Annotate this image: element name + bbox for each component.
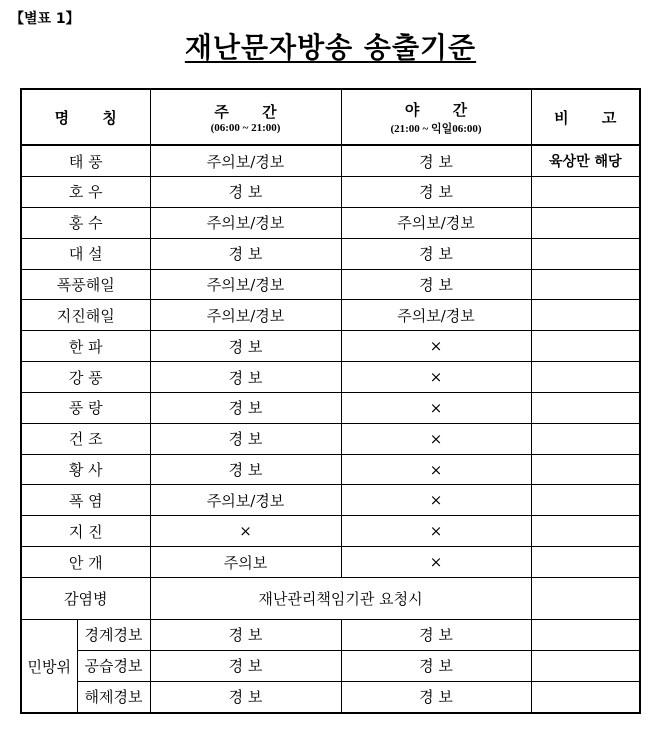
note-cell	[531, 300, 640, 331]
night-criteria: 주의보/경보	[341, 300, 531, 331]
table-row	[21, 300, 640, 331]
night-criteria: ×	[341, 423, 531, 454]
epidemic-name: 감염병	[21, 578, 150, 620]
day-criteria: 경 보	[150, 362, 341, 393]
hazard-name: 폭풍해일	[21, 269, 150, 300]
day-criteria: 주의보/경보	[150, 269, 341, 300]
night-criteria: 경 보	[341, 177, 531, 208]
hazard-name: 홍 수	[21, 207, 150, 238]
table-row	[21, 145, 640, 177]
day-criteria: 경 보	[150, 331, 341, 362]
table-row	[21, 423, 640, 454]
day-criteria: 경 보	[150, 238, 341, 269]
day-criteria: 주의보/경보	[150, 207, 341, 238]
note-cell	[531, 331, 640, 362]
table-row-civil-defense	[21, 620, 640, 651]
table-row	[21, 392, 640, 423]
header-row	[21, 89, 640, 145]
day-criteria: 경 보	[150, 454, 341, 485]
day-criteria: 주의보/경보	[150, 300, 341, 331]
note-cell	[531, 362, 640, 393]
table-row-civil-defense	[21, 681, 640, 713]
table-row	[21, 485, 640, 516]
hazard-name: 강 풍	[21, 362, 150, 393]
hazard-name: 풍 랑	[21, 392, 150, 423]
alert-name: 공습경보	[77, 650, 150, 681]
day-criteria: 주의보	[150, 547, 341, 578]
night-criteria: 경 보	[341, 269, 531, 300]
epidemic-criteria: 재난관리책임기관 요청시	[150, 578, 531, 620]
hazard-name: 대 설	[21, 238, 150, 269]
note-cell	[531, 423, 640, 454]
night-criteria: 경 보	[341, 650, 531, 681]
hazard-name: 폭 염	[21, 485, 150, 516]
header-name: 명 칭	[21, 89, 150, 145]
hazard-name: 안 개	[21, 547, 150, 578]
night-criteria: ×	[341, 331, 531, 362]
night-criteria: ×	[341, 485, 531, 516]
night-criteria: 경 보	[341, 238, 531, 269]
note-cell	[531, 620, 640, 651]
night-criteria: 경 보	[341, 620, 531, 651]
night-criteria: 주의보/경보	[341, 207, 531, 238]
table-label: 【별표 1】	[10, 11, 80, 27]
header-day-time: (06:00 ~ 21:00)	[210, 121, 281, 134]
night-criteria: 경 보	[341, 145, 531, 177]
note-cell	[531, 392, 640, 423]
night-criteria: ×	[341, 392, 531, 423]
day-criteria: 주의보/경보	[150, 145, 341, 177]
table-row	[21, 516, 640, 547]
table-row-epidemic	[21, 578, 640, 620]
table-row	[21, 547, 640, 578]
hazard-name: 태 풍	[21, 145, 150, 177]
day-criteria: 경 보	[150, 650, 341, 681]
table-row	[21, 177, 640, 208]
note-cell	[531, 238, 640, 269]
day-criteria: ×	[150, 516, 341, 547]
note-cell	[531, 269, 640, 300]
table-row	[21, 269, 640, 300]
table-row	[21, 362, 640, 393]
hazard-name: 지진해일	[21, 300, 150, 331]
night-criteria: ×	[341, 516, 531, 547]
alert-name: 해제경보	[77, 681, 150, 713]
note-cell	[531, 681, 640, 713]
night-criteria: ×	[341, 362, 531, 393]
note-cell	[531, 177, 640, 208]
table-row-civil-defense	[21, 650, 640, 681]
note-cell	[531, 650, 640, 681]
night-criteria: 경 보	[341, 681, 531, 713]
note-cell	[531, 485, 640, 516]
hazard-name: 한 파	[21, 331, 150, 362]
hazard-name: 호 우	[21, 177, 150, 208]
note-cell	[531, 547, 640, 578]
header-day: 주 간 (06:00 ~ 21:00)	[150, 89, 341, 145]
table-row	[21, 331, 640, 362]
night-criteria: ×	[341, 547, 531, 578]
hazard-name: 황 사	[21, 454, 150, 485]
note-cell	[531, 454, 640, 485]
day-criteria: 경 보	[150, 681, 341, 713]
note-cell	[531, 207, 640, 238]
note-cell	[531, 516, 640, 547]
table-row	[21, 238, 640, 269]
hazard-name: 건 조	[21, 423, 150, 454]
note-cell	[531, 578, 640, 620]
header-note: 비 고	[531, 89, 640, 145]
civil-defense-group: 민방위	[21, 620, 77, 713]
day-criteria: 경 보	[150, 620, 341, 651]
table-row	[21, 454, 640, 485]
night-criteria: ×	[341, 454, 531, 485]
hazard-name: 지 진	[21, 516, 150, 547]
page-title-text: 재난문자방송 송출기준	[184, 31, 477, 64]
table-row	[21, 207, 640, 238]
note-cell: 육상만 해당	[531, 145, 640, 177]
header-night-time: (21:00 ~ 익일06:00)	[390, 122, 482, 135]
day-criteria: 경 보	[150, 423, 341, 454]
header-night: 야 간 (21:00 ~ 익일06:00)	[341, 89, 531, 145]
day-criteria: 경 보	[150, 392, 341, 423]
day-criteria: 주의보/경보	[150, 485, 341, 516]
alert-name: 경계경보	[77, 620, 150, 651]
broadcast-criteria-table	[20, 88, 641, 714]
day-criteria: 경 보	[150, 177, 341, 208]
page-title	[0, 26, 661, 66]
